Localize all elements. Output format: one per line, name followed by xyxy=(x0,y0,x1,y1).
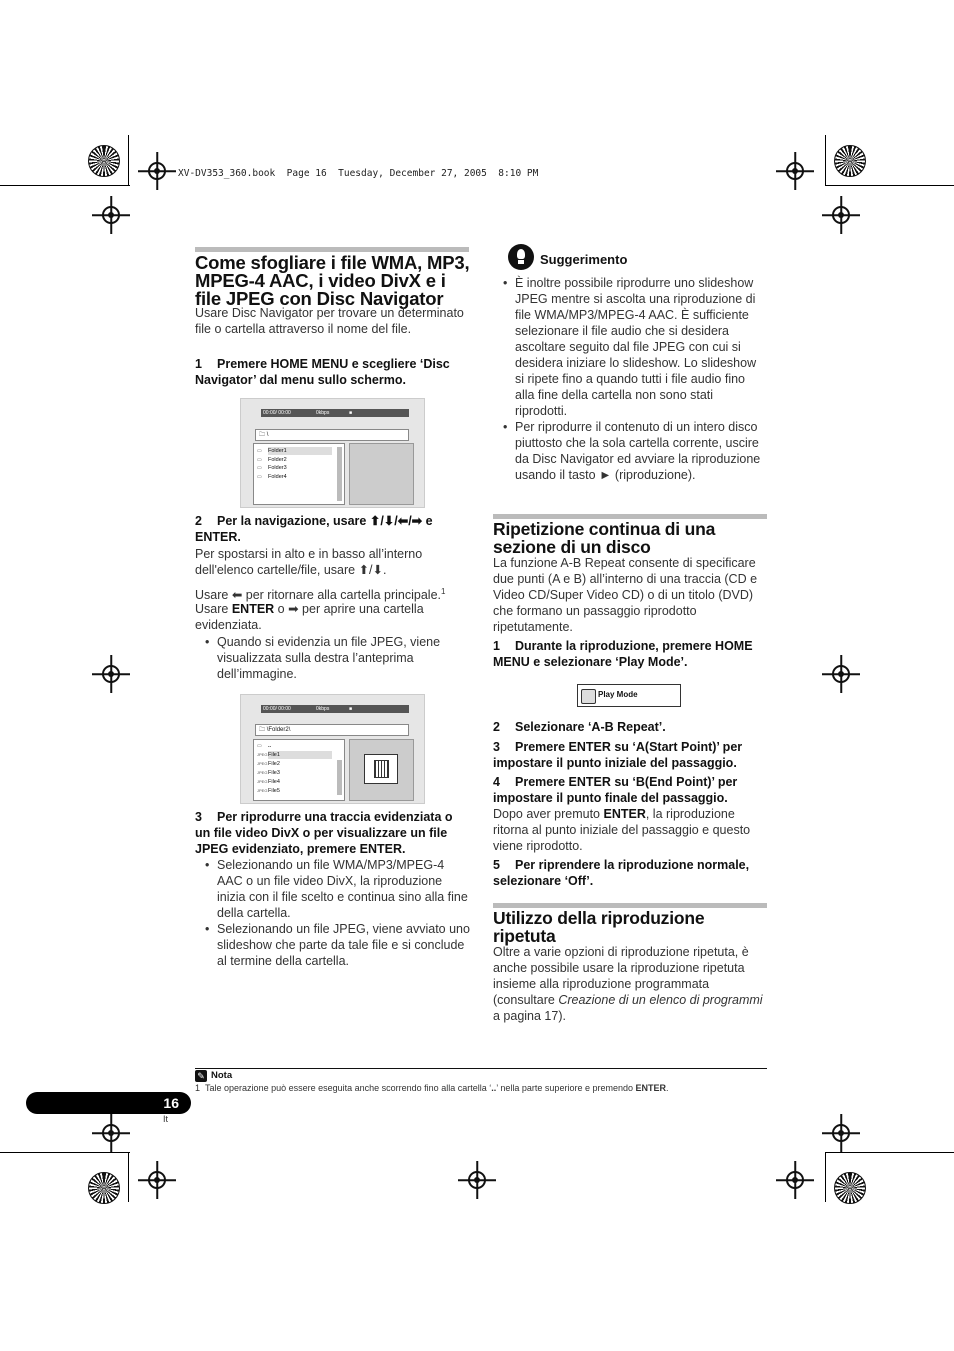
list-item[interactable]: Folder4 xyxy=(268,474,287,480)
chair-picture-icon xyxy=(374,760,389,778)
time-readout: 00:00/ 00:00 xyxy=(263,706,291,712)
parent-folder-item[interactable]: .. xyxy=(268,743,272,749)
list-item[interactable]: Folder3 xyxy=(268,465,287,471)
language-code: It xyxy=(163,1114,169,1124)
list-item[interactable]: Folder1 xyxy=(268,447,332,455)
jpeg-file-icon: JPEG xyxy=(257,752,268,757)
list-item[interactable]: File2 xyxy=(268,761,280,767)
step-number: 3 xyxy=(493,740,500,754)
registration-mark-icon xyxy=(148,162,166,180)
folder-icon: 🗀 xyxy=(259,432,266,438)
step-2-paragraph-enter: Usare ENTER o ➡ per aprire una cartella evidenziata. xyxy=(195,602,424,632)
time-readout: 00:00/ 00:00 xyxy=(263,410,291,416)
disc-navigator-screen-2 xyxy=(240,694,425,804)
bitrate-readout: 0kbps xyxy=(316,706,330,712)
section-title-repeat-play: Utilizzo della riproduzione ripetuta xyxy=(493,908,705,946)
page-number: 16 xyxy=(26,1092,191,1114)
list-item: • Quando si evidenzia un file JPEG, viene visualizzata sulla destra l’anteprima dell’immagine. xyxy=(195,634,457,682)
step-number: 1 xyxy=(195,357,202,371)
registration-mark-icon xyxy=(786,1171,804,1189)
preview-pane xyxy=(349,443,414,505)
registration-mark-icon xyxy=(468,1171,486,1189)
footnote-text: 1 Tale operazione può essere eseguita anche scorrendo fino alla cartella ‘..’ nella parte superiore e premendo ENTER. xyxy=(195,1083,669,1093)
bitrate-readout: 0kbps xyxy=(316,410,330,416)
section-title-disc-navigator: Come sfogliare i file WMA, MP3, MPEG-4 AAC, i video DivX e i file JPEG con Disc Navigator xyxy=(195,252,470,309)
note-title: Nota xyxy=(211,1070,233,1081)
folder-icon: ▭ xyxy=(257,465,262,471)
step-number: 1 xyxy=(493,639,500,653)
tip-bullets xyxy=(493,275,765,483)
registration-mark-icon xyxy=(832,665,850,683)
play-state-icon: ■ xyxy=(349,410,353,416)
s2-step-3 xyxy=(493,739,769,771)
file-list xyxy=(253,739,345,801)
preview-pane xyxy=(349,739,414,801)
step-text: Selezionare ‘A-B Repeat’. xyxy=(515,720,666,734)
play-mode-menu-item[interactable] xyxy=(577,684,681,707)
registration-mark-icon xyxy=(148,1171,166,1189)
footnote-ref[interactable]: 1 xyxy=(441,587,446,596)
section-title-ab-repeat: Ripetizione continua di una sezione di un disco xyxy=(493,519,716,557)
step-text: Per riprodurre una traccia evidenziata o un file video DivX o per visualizzare un file JPEG evidenziato, premere ENTER. xyxy=(195,810,453,856)
path-field xyxy=(255,724,409,736)
step-number: 2 xyxy=(195,514,202,528)
scrollbar[interactable] xyxy=(337,760,342,795)
s2-step-2 xyxy=(493,719,769,735)
disc-navigator-screen-1 xyxy=(240,398,425,508)
registration-mark-icon xyxy=(786,162,804,180)
list-item: • Selezionando un file WMA/MP3/MPEG-4 AAC o un file video DivX, la riproduzione inizia con il file scelto e continua sino alla fine della cartella. xyxy=(195,857,470,921)
list-item[interactable]: File1 xyxy=(268,751,332,759)
jpeg-file-icon: JPEG xyxy=(257,761,268,766)
file-list xyxy=(253,443,345,505)
play-mode-label: Play Mode xyxy=(598,690,638,699)
step-number: 2 xyxy=(493,720,500,734)
step-3 xyxy=(195,809,471,857)
color-target-icon xyxy=(834,145,866,177)
list-item[interactable]: File3 xyxy=(268,770,280,776)
section-3-paragraph: Oltre a varie opzioni di riproduzione ripetuta, è anche possibile usare la riproduzione ripetuta insieme alla riproduzione programmata (consultare Creazione di un elenco di programmi a pagina 17). xyxy=(493,945,763,1023)
color-target-icon xyxy=(834,1172,866,1204)
step-2 xyxy=(195,513,470,545)
step-text: Premere ENTER su ‘A(Start Point)’ per impostare il punto iniziale del passaggio. xyxy=(493,740,743,770)
folder-icon: ▭ xyxy=(257,474,262,480)
play-mode-icon xyxy=(581,689,596,704)
list-item[interactable]: File4 xyxy=(268,779,280,785)
list-item: • È inoltre possibile riprodurre uno slideshow JPEG mentre si ascolta una riproduzione di file WMA/MP3/MPEG-4 AAC. È sufficiente selezionare il file audio che si desidera ascoltare seguito dal file JPEG con cui si desidera iniziare lo slideshow. Lo slideshow si ripete fino a quando tutti i file audio fino alla fine della cartella non sono stati riprodotti. xyxy=(493,275,765,419)
registration-mark-icon xyxy=(102,665,120,683)
s2-step-5 xyxy=(493,857,769,889)
step-number: 5 xyxy=(493,858,500,872)
status-bar xyxy=(261,705,409,713)
path-field xyxy=(255,429,409,441)
folder-icon: 🗀 xyxy=(259,727,266,733)
registration-mark-icon xyxy=(832,206,850,224)
s2-step-1 xyxy=(493,638,769,670)
jpeg-file-icon: JPEG xyxy=(257,770,268,775)
registration-mark-icon xyxy=(102,1124,120,1142)
print-header-line: XV-DV353_360.book Page 16 Tuesday, December 27, 2005 8:10 PM xyxy=(178,168,539,179)
footer-rule xyxy=(195,1068,767,1069)
step-text: Per riprendere la riproduzione normale, selezionare ‘Off’. xyxy=(493,858,750,888)
step-2-paragraph-back: Usare ⬅ per ritornare alla cartella principale.$^1$ xyxy=(195,587,446,603)
folder-icon: ▭ xyxy=(257,743,262,749)
status-bar xyxy=(261,409,409,417)
step-text: Premere ENTER su ‘B(End Point)’ per impostare il punto finale del passaggio. xyxy=(493,775,738,805)
step-text: Per la navigazione, usare ⬆/⬇/⬅/➡ e ENTER. xyxy=(195,514,433,544)
jpeg-file-icon: JPEG xyxy=(257,788,268,793)
registration-mark-icon xyxy=(102,206,120,224)
tip-title: Suggerimento xyxy=(540,252,628,267)
path-text: \ xyxy=(266,432,269,438)
s2-step-4-paragraph: Dopo aver premuto ENTER, la riproduzione ritorna al punto iniziale del passaggio e questo viene riprodotto. xyxy=(493,807,751,853)
s2-step-4 xyxy=(493,774,769,806)
image-thumbnail xyxy=(364,754,398,784)
play-state-icon: ■ xyxy=(349,706,353,712)
step-number: 4 xyxy=(493,775,500,789)
section-2-intro: La funzione A-B Repeat consente di specificare due punti (A e B) all’interno di una traccia (CD e Video CD/Super Video CD) o di un titolo (DVD) che formano un passaggio riprodotto ripetutamente. xyxy=(493,556,758,634)
folder-icon: ▭ xyxy=(257,457,262,463)
step-text: Premere HOME MENU e scegliere ‘Disc Navigator’ dal menu sullo schermo. xyxy=(195,357,450,387)
step-number: 3 xyxy=(195,810,202,824)
list-item[interactable]: File5 xyxy=(268,788,280,794)
path-text: \Folder2\ xyxy=(266,727,291,733)
note-pencil-icon: ✎ xyxy=(195,1070,207,1082)
scrollbar[interactable] xyxy=(337,447,342,501)
intro-paragraph: Usare Disc Navigator per trovare un determinato file o cartella attraverso il nome del file. xyxy=(195,306,464,336)
registration-mark-icon xyxy=(832,1124,850,1142)
list-item: • Per riprodurre il contenuto di un intero disco piuttosto che la sola cartella corrente, uscire da Disc Navigator ed avviare la riproduzione usando il tasto ► (riproduzione). xyxy=(493,419,765,483)
color-target-icon xyxy=(88,1172,120,1204)
step-3-bullets xyxy=(195,857,470,969)
step-2-paragraph: Per spostarsi in alto e in basso all’interno dell'elenco cartelle/file, usare ⬆/⬇. xyxy=(195,547,423,577)
color-target-icon xyxy=(88,145,120,177)
list-item: • Selezionando un file JPEG, viene avviato uno slideshow che parte da tale file e si conclude al termine della cartella. xyxy=(195,921,470,969)
step-1 xyxy=(195,356,470,388)
tip-lightbulb-icon xyxy=(508,244,534,270)
step-2-bullets xyxy=(195,634,457,682)
folder-icon: ▭ xyxy=(257,448,262,454)
list-item[interactable]: Folder2 xyxy=(268,457,287,463)
step-text: Durante la riproduzione, premere HOME MENU e selezionare ‘Play Mode’. xyxy=(493,639,753,669)
jpeg-file-icon: JPEG xyxy=(257,779,268,784)
